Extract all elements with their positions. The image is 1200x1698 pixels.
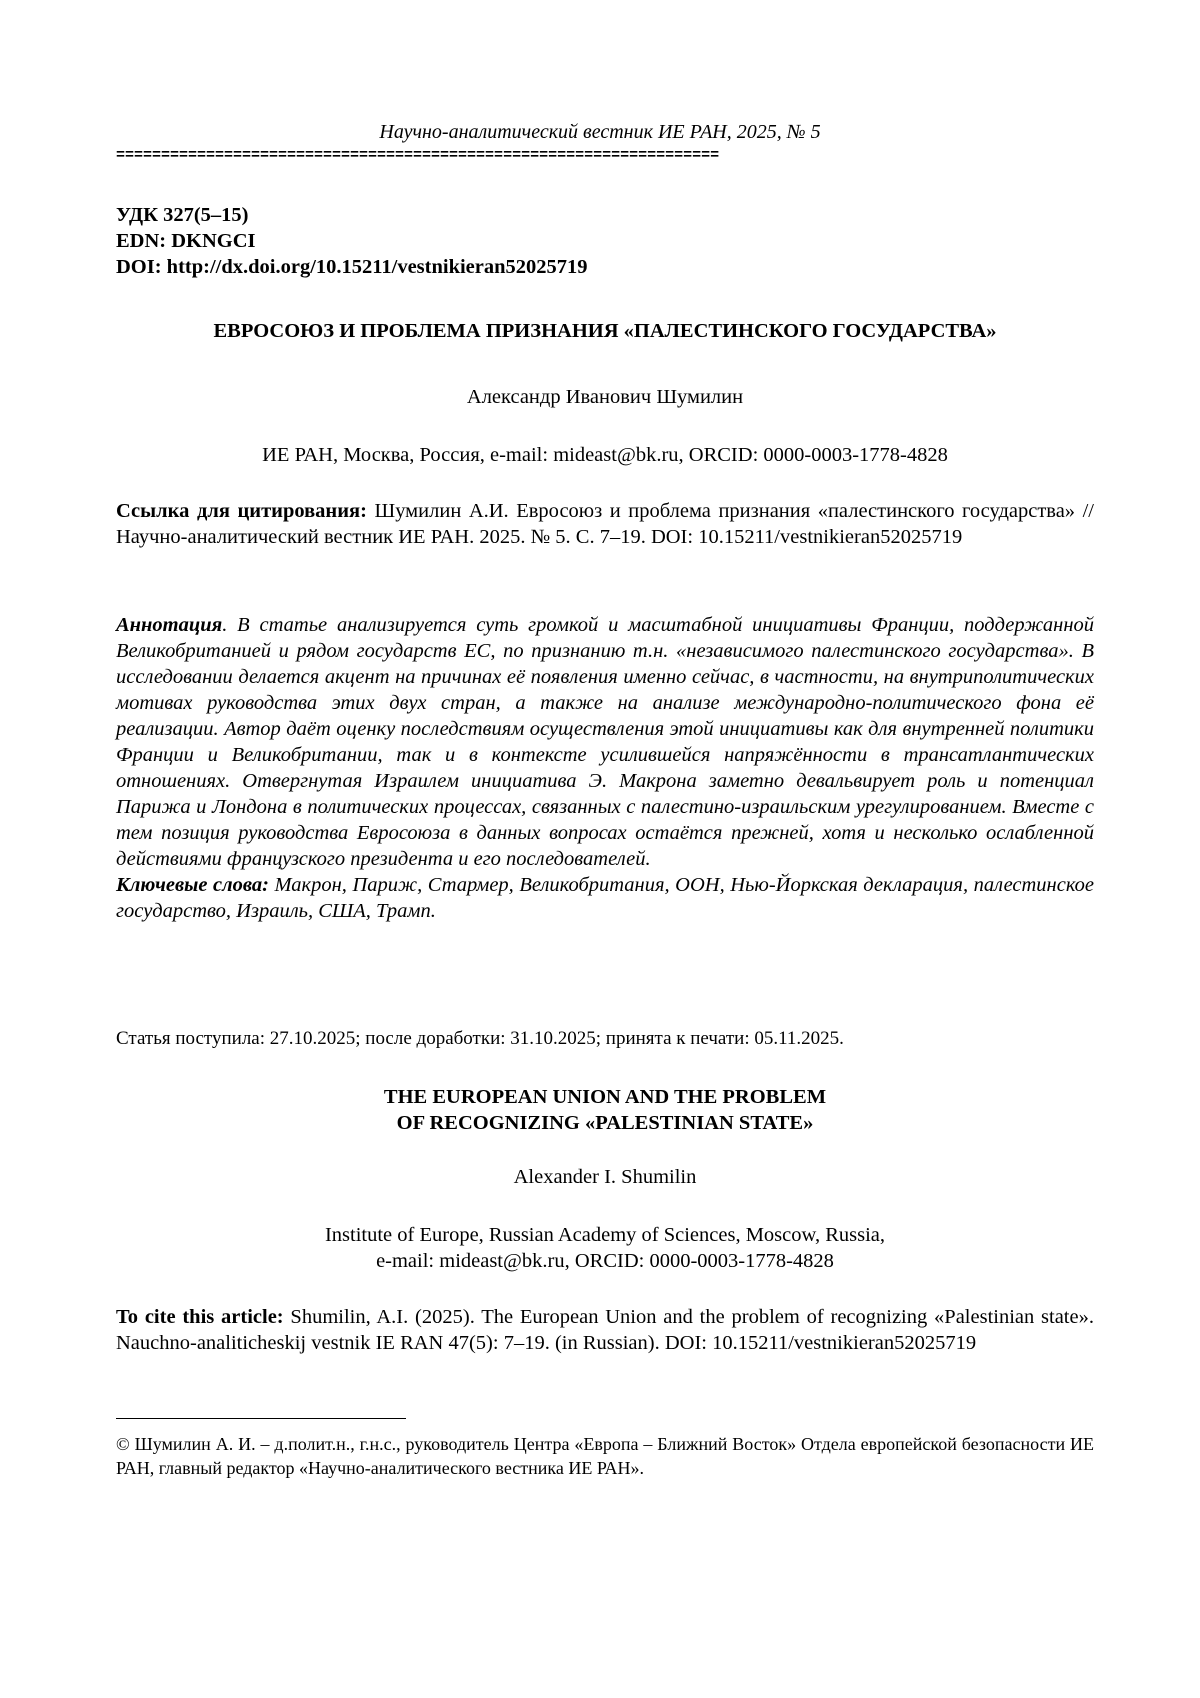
affiliation-en-line1: Institute of Europe, Russian Academy of Sciences, Moscow, Russia, bbox=[324, 1224, 886, 1246]
author-ru: Александр Иванович Шумилин bbox=[466, 386, 744, 408]
citation-label-en: To cite this article: bbox=[116, 1306, 284, 1328]
keywords-label: Ключевые слова: bbox=[116, 874, 269, 896]
citation-text-ru: Шумилин А.И. Евросоюз и проблема признания «палестинского государства» // Научно-аналитический вестник ИЕ РАН. 2025. № 5. С. 7–19. DOI: 10.15211/vestnikieran52025719 bbox=[116, 500, 1094, 548]
title-en-line2: OF RECOGNIZING «PALESTINIAN STATE» bbox=[396, 1112, 814, 1134]
author-en: Alexander I. Shumilin bbox=[513, 1166, 697, 1188]
citation-text-en: Shumilin, A.I. (2025). The European Union and the problem of recognizing «Palestinian state». Nauchno-analiticheskij vestnik IE RAN 47(5): 7–19. (in Russian). DOI: 10.15211/vestnikieran52025719 bbox=[116, 1306, 1094, 1354]
citation-en bbox=[116, 1304, 1094, 1356]
abstract-text: . В статье анализируется суть громкой и масштабной инициативы Франции, поддержанной Великобританией и рядом государств ЕС, по признанию т.н. «независимого палестинского государства». В исследовании делается акцент на причинах её появления именно сейчас, в частности, на внутриполитических мотивах руководства этих двух стран, а также на анализе международно-политического фона её реализации. Автор даёт оценку последствиям осуществления этой инициативы как для внутренней политики Франции и Великобритании, так и в контексте усилившейся напряжённости в трансатлантических отношениях. Отвергнутая Израилем инициатива Э. Макрона заметно девальвирует роль и потенциал Парижа и Лондона в политических процессах, связанных с палестино-израильским урегулированием. Вместе с тем позиция руководства Евросоюза в данных вопросах остаётся прежней, хотя и несколько ослабленной действиями французского президента и его последователей. bbox=[116, 614, 1094, 870]
title-ru: ЕВРОСОЮЗ И ПРОБЛЕМА ПРИЗНАНИЯ «ПАЛЕСТИНСКОГО ГОСУДАРСТВА» bbox=[213, 320, 997, 342]
affiliation-en-line2: e-mail: mideast@bk.ru, ORCID: 0000-0003-1778-4828 bbox=[376, 1250, 834, 1272]
title-en bbox=[116, 1084, 1094, 1136]
received-dates: Статья поступила: 27.10.2025; после доработки: 31.10.2025; принята к печати: 05.11.2025. bbox=[116, 1028, 844, 1049]
abstract-label: Аннотация bbox=[116, 614, 223, 636]
affiliation-en bbox=[116, 1222, 1094, 1274]
citation-label-ru: Ссылка для цитирования: bbox=[116, 500, 367, 522]
citation-ru bbox=[116, 498, 1094, 550]
title-en-line1: THE EUROPEAN UNION AND THE PROBLEM bbox=[383, 1086, 827, 1108]
edn-code: EDN: DKNGCI bbox=[116, 230, 256, 252]
article-metadata bbox=[116, 202, 588, 280]
keywords-text: Макрон, Париж, Стармер, Великобритания, ООН, Нью-Йоркская декларация, палестинское государство, Израиль, США, Трамп. bbox=[116, 874, 1094, 922]
abstract-ru bbox=[116, 612, 1094, 924]
affiliation-ru: ИЕ РАН, Москва, Россия, e-mail: mideast@bk.ru, ORCID: 0000-0003-1778-4828 bbox=[262, 444, 948, 466]
running-head: Научно-аналитический вестник ИЕ РАН, 2025, № 5 bbox=[379, 121, 821, 143]
footnote: © Шумилин А. И. – д.полит.н., г.н.с., руководитель Центра «Европа – Ближний Восток» Отдела европейской безопасности ИЕ РАН, главный редактор «Научно-аналитического вестника ИЕ РАН». bbox=[116, 1434, 1094, 1478]
header-separator: =================================================================== bbox=[116, 148, 720, 164]
footnote-divider bbox=[116, 1418, 406, 1419]
udk-code: УДК 327(5–15) bbox=[116, 204, 249, 226]
doi-link[interactable]: DOI: http://dx.doi.org/10.15211/vestnikieran52025719 bbox=[116, 256, 588, 278]
